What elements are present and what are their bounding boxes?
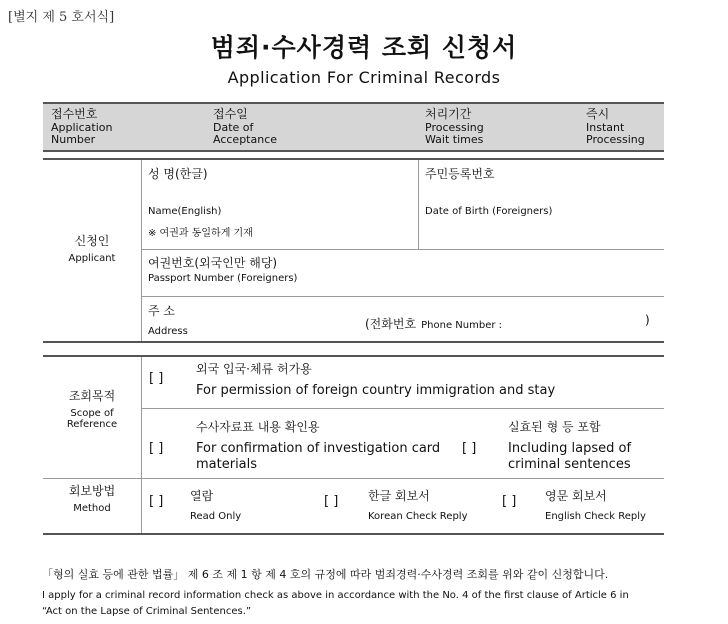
scope-lapsed-label-en-2: criminal sentences (508, 457, 631, 472)
scope-immigration-label-en: For permission of foreign country immigration and stay (196, 383, 556, 398)
scope-lapsed-label-en-1: Including lapsed of (508, 441, 632, 456)
address-label-en: Address (148, 326, 188, 337)
scope-investigation-label-en-2: materials (196, 457, 258, 472)
receipt-date-cell (213, 107, 277, 146)
row-divider-2 (141, 296, 664, 297)
phone-close-paren: ) (645, 313, 650, 327)
declaration-korean: 「형의 실효 등에 관한 법률」 제 6 조 제 1 항 제 4 호의 규정에 따라 범죄경력·수사경력 조회를 위와 같이 신청합니다. (42, 568, 609, 581)
processing-label-ko: 처리기간 (425, 107, 472, 121)
receipt-number-cell (51, 107, 112, 146)
method-label-ko: 회보방법 (68, 484, 116, 498)
processing-label-en-2: Wait times (425, 133, 484, 146)
method-read-only-label-en: Read Only (190, 511, 242, 522)
row-divider-1 (141, 249, 664, 250)
scope-immigration-label-ko: 외국 입국·체류 허가용 (196, 362, 312, 376)
scope-label-en-2: Reference (66, 419, 118, 430)
method-read-only-checkbox[interactable]: [ ] (149, 494, 164, 509)
page-subtitle: Application For Criminal Records (227, 68, 501, 87)
scope-investigation-label-ko: 수사자료표 내용 확인용 (196, 420, 320, 434)
method-label (43, 482, 141, 514)
name-resident-divider (418, 160, 419, 250)
passport-number-label-ko: 여권번호(외국인만 해당) (148, 256, 278, 270)
instant-cell (586, 107, 645, 146)
instant-label-ko: 즉시 (586, 107, 610, 121)
applicant-label-ko: 신청인 (74, 234, 110, 248)
receipt-date-label-en-2: Acceptance (213, 133, 278, 146)
method-label-en: Method (73, 503, 111, 514)
method-english-reply-label-ko: 영문 회보서 (545, 489, 607, 503)
applicant-top-border (43, 158, 664, 160)
scope-label-ko: 조회목적 (68, 389, 116, 403)
page-title: 범죄·수사경력 조회 신청서 (210, 33, 518, 62)
name-korean-label: 성 명(한글) (148, 167, 208, 181)
scope-row-divider (141, 408, 664, 409)
passport-number-label-en: Passport Number (Foreigners) (148, 273, 298, 284)
method-korean-reply-label-en: Korean Check Reply (368, 511, 468, 522)
resident-number-label: 주민등록번호 (425, 167, 495, 181)
address-label-ko: 주 소 (148, 304, 175, 318)
applicant-label-divider (141, 160, 142, 342)
method-top-divider (43, 478, 664, 479)
receipt-number-label-en-2: Number (51, 133, 96, 146)
instant-label-en-2: Processing (586, 133, 645, 146)
scope-top-border (43, 355, 664, 357)
method-english-reply-checkbox[interactable]: [ ] (502, 494, 517, 509)
method-english-reply-label-en: English Check Reply (545, 511, 646, 522)
name-english-label: Name(English) (148, 206, 222, 217)
form-number: [별지 제 5 호서식] (8, 10, 115, 25)
processing-time-cell (425, 107, 484, 146)
scope-investigation-checkbox[interactable]: [ ] (149, 441, 164, 456)
applicant-label (43, 232, 141, 264)
method-read-only-label-ko: 열람 (190, 489, 214, 503)
applicant-bottom-border (43, 341, 664, 343)
applicant-label-en: Applicant (68, 253, 116, 264)
scope-investigation-label-en-1: For confirmation of investigation card (196, 441, 441, 456)
receipt-header (43, 102, 664, 152)
scope-lapsed-label-ko: 실효된 형 등 포함 (508, 420, 601, 434)
scope-label-en-1: Scope of (70, 408, 114, 419)
receipt-date-label-ko: 접수일 (213, 107, 248, 121)
phone-label-en: Phone Number : (421, 320, 503, 331)
receipt-number-label-ko: 접수번호 (51, 107, 98, 121)
declaration-english: I apply for a criminal record information check as above in accordance with the No. 4 of the first clause of Article 6 in “Act on the Lapse of Criminal Sentences.” (42, 590, 629, 617)
instant-label-en-1: Instant (586, 121, 625, 134)
processing-label-en-1: Processing (425, 121, 484, 134)
receipt-date-label-en-1: Date of (213, 121, 254, 134)
method-korean-reply-label-ko: 한글 회보서 (368, 489, 430, 503)
scope-immigration-checkbox[interactable]: [ ] (149, 371, 164, 386)
method-korean-reply-checkbox[interactable]: [ ] (324, 494, 339, 509)
phone-label (365, 313, 502, 332)
scope-lapsed-checkbox[interactable]: [ ] (462, 441, 477, 456)
date-of-birth-label: Date of Birth (Foreigners) (425, 206, 553, 217)
phone-label-ko: (전화번호 (365, 317, 417, 331)
scope-label-divider (141, 357, 142, 535)
method-bottom-border (43, 533, 664, 535)
receipt-number-label-en-1: Application (51, 121, 113, 134)
scope-label (43, 387, 141, 430)
name-note: ※ 여권과 동일하게 기재 (148, 228, 253, 239)
